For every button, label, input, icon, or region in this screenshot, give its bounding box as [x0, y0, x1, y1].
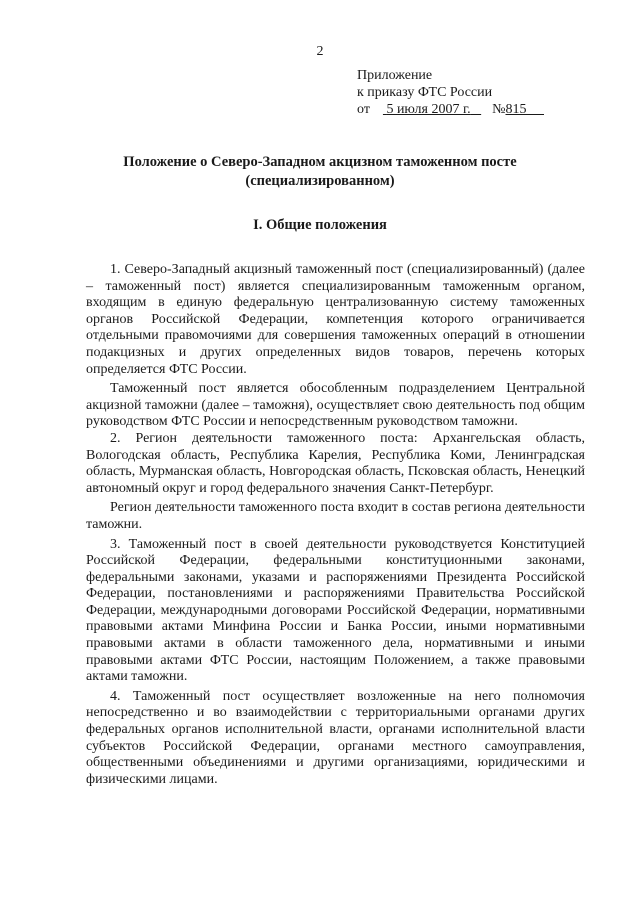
number-prefix: № [492, 102, 506, 117]
page-number: 2 [316, 44, 324, 59]
appendix-date-line [357, 101, 597, 118]
paragraph-3: 2. Регион деятельности таможенного поста: Архангельская область, Вологодская область, Республика Карелия, Республика Коми, Ленинградская область, Мурманская область, Новгородская область, Псковская область, Ненецкий автономный округ и город федерального значения Санкт-Петербург. [86, 430, 585, 496]
paragraph-4: Регион деятельности таможенного поста входит в состав региона деятельности таможни. [86, 500, 585, 532]
date-prefix: от [357, 102, 370, 117]
order-date-value: 5 июля 2007 г. [386, 102, 471, 117]
paragraph-2: Таможенный пост является обособленным подразделением Центральной акцизной таможни (далее – таможня), осуществляет свою деятельность под общим руководством ФТС России и непосредственным руководством таможни. [86, 381, 585, 430]
title-line-1: Положение о Северо-Западном акцизном таможенном посте [123, 154, 517, 170]
order-number: 815 [505, 102, 527, 117]
paragraph-6: 4. Таможенный пост осуществляет возложенные на него полномочия непосредственно и во взаимодействии с территориальными органами других федеральных органов исполнительной власти, органами исполнительной власти субъектов Российской Федерации, органами местного самоуправления, общественными объединениями и другими организациями, юридическими и физическими лицами. [86, 688, 585, 787]
appendix-order-reference: к приказу ФТС России [357, 85, 493, 100]
order-date [383, 102, 481, 117]
section-heading: I. Общие положения [253, 217, 387, 233]
paragraph-5: 3. Таможенный пост в своей деятельности руководствуется Конституцией Российской Федерации, федеральными конституционными законами, федеральными законами, указами и распоряжениями Президента Российской Федерации, постановлениями и распоряжениями Правительства Российской Федерации, международными договорами Российской Федерации, нормативными правовыми актами Минфина России и Банка России, иными нормативными правовыми актами в области таможенного дела, нормативными и иными правовыми актами ФТС России, настоящим Положением, а также правовыми актами таможни. [86, 536, 585, 685]
paragraph-1: 1. Северо-Западный акцизный таможенный пост (специализированный) (далее – таможенный пост) является специализированным таможенным органом, входящим в единую федеральную централизованную систему таможенных органов Российской Федерации, компетенция которого ограничивается отдельными правомочиями для совершения таможенных операций в отношении подакцизных и других определенных видов товаров, перечень которых определяется ФТС России. [86, 262, 585, 377]
appendix-label: Приложение [357, 68, 433, 83]
appendix-block [357, 67, 597, 118]
title-line-2: (специализированном) [245, 173, 395, 189]
body-text [86, 262, 585, 788]
document-title [60, 153, 580, 191]
